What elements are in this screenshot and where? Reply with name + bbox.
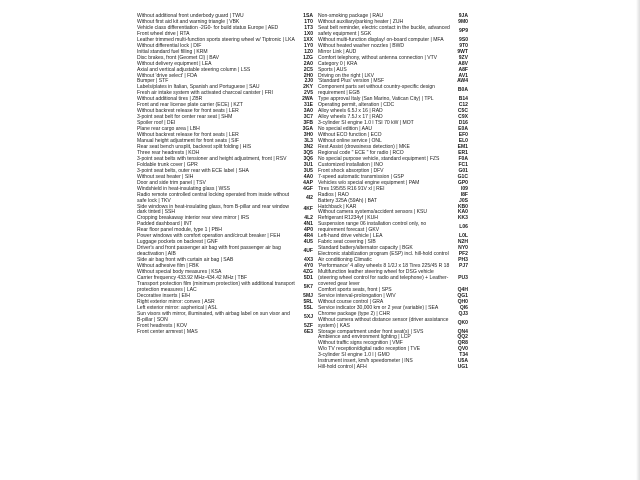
- option-code: 1T0: [304, 18, 313, 25]
- option-description: Without backrest release for front seats | LER: [137, 108, 239, 115]
- option-description: Tires 195/55 R16 91V xl | REI: [318, 185, 385, 192]
- option-description: Ambience and environment lighting | LCP: [318, 334, 411, 341]
- option-row: [137, 330, 313, 336]
- option-code: AV1: [458, 72, 468, 79]
- option-description: Rear floor panel module, type 1 | PBH: [137, 227, 222, 234]
- option-code: 5D1: [303, 274, 313, 281]
- option-description: Comfort telephony, without antenna connection | VTV: [318, 54, 438, 61]
- option-row: [318, 365, 468, 371]
- option-code: QI6: [459, 304, 468, 311]
- option-code: 3C7: [303, 114, 313, 121]
- option-description: 7-speed automatic transmission | GSP: [318, 173, 405, 180]
- option-description: W/o TV reception/digital radio reception | TVE: [318, 346, 421, 353]
- option-description: Luggage pockets on backrest | GNF: [137, 239, 218, 246]
- option-description: Without delivery equipment | LEA: [137, 60, 212, 67]
- option-description: Front headrests | KOV: [137, 322, 188, 329]
- option-description: Customized installation | INO: [318, 161, 383, 168]
- option-code: 1ZG: [303, 54, 313, 61]
- option-description: Hill-hold control | AFH: [318, 364, 367, 371]
- option-description: Component parts set without country-specific design requirement | EGB: [318, 84, 435, 97]
- option-description: Without course control | GRA: [318, 298, 384, 305]
- option-code: N2H: [457, 239, 468, 246]
- option-code: 4P0: [304, 227, 313, 234]
- option-description: Carrier frequency 433.92 MHz-434.42 MHz | TBF: [137, 274, 248, 281]
- option-description: 3-cylinder SI engine 1.0 l TSI 70 kW | MOT: [318, 120, 414, 127]
- option-code: 4Y0: [304, 263, 313, 270]
- option-code: A8V: [458, 60, 468, 67]
- option-code: I8F: [460, 191, 468, 198]
- option-code: KB0: [457, 203, 468, 210]
- option-code: 4I2: [305, 194, 313, 201]
- option-code: QR8: [457, 340, 468, 347]
- option-description: Sun visors with mirror, illuminated, with airbag label on sun visor and B-pillar | SON: [137, 310, 290, 323]
- option-code: 3Q5: [303, 149, 313, 156]
- option-description: Windshield in heat-insulating glass | WSS: [137, 185, 231, 192]
- option-code: 9P9: [459, 27, 468, 34]
- option-row: [318, 318, 468, 330]
- option-row: [137, 193, 313, 205]
- option-code: KK3: [457, 215, 468, 222]
- option-code: 3GA: [302, 126, 313, 133]
- option-description: Manual height adjustment for front seats | SIF: [137, 138, 240, 145]
- option-description: Foldable trunk cover | GPR: [137, 161, 198, 168]
- option-description: Air conditioning Climatic: [318, 257, 372, 264]
- option-description: Transport protection film (minimum protection) with additional transport protection measures | LAC: [137, 280, 295, 293]
- option-description: Spoiler roof | DEI: [137, 120, 176, 127]
- option-description: Front and rear license plate carrier (ECE) | KZT: [137, 102, 243, 109]
- page-edge-shadow: [636, 0, 640, 480]
- option-description: 3-point seat belt for center rear seat | SHM: [137, 114, 233, 121]
- option-code: QH0: [457, 298, 468, 305]
- option-code: 5XJ: [304, 313, 313, 320]
- option-description: Without auxiliary/parking heater | ZUH: [318, 18, 404, 25]
- option-code: NY0: [458, 245, 468, 252]
- option-code: 4KF: [303, 206, 313, 213]
- option-code: E0A: [458, 126, 468, 133]
- option-description: Storage compartment under front seat(s) | SVS: [318, 328, 424, 335]
- option-code: UG1: [457, 364, 468, 371]
- option-description: Right exterior mirror: convex | ASR: [137, 298, 215, 305]
- option-description: Without first aid kit and warning triangle | VBK: [137, 18, 240, 25]
- option-code: KA0: [457, 209, 468, 216]
- option-code: QV0: [457, 346, 468, 353]
- option-code: F0A: [458, 155, 468, 162]
- option-description: Service indicator 30,000 km or 2 year (variable) | SEA: [318, 304, 439, 311]
- option-code: B14: [458, 96, 468, 103]
- option-description: Three rear headrests | KOH: [137, 149, 200, 156]
- option-description: Side air bag front with curtain air bag | SAB: [137, 257, 234, 264]
- option-code: 4UF: [303, 248, 313, 255]
- option-description: Left-hand drive vehicle | LEA: [318, 233, 383, 240]
- option-code: QJ3: [458, 310, 468, 317]
- option-description: Category 0 | KRA: [318, 60, 358, 67]
- option-code: 4AP: [303, 179, 313, 186]
- option-code: 4GF: [303, 185, 313, 192]
- option-code: L06: [459, 224, 468, 231]
- option-description: Alloy wheels 6.5J x 16 | RAD: [318, 108, 383, 115]
- option-code: 9WT: [457, 48, 468, 55]
- option-description: Front shock absorption | DFV: [318, 167, 384, 174]
- option-description: Fabric seat covering | SIB: [318, 239, 376, 246]
- option-code: C5C: [457, 108, 468, 115]
- option-description: Without traffic signs recognition | VMF: [318, 340, 403, 347]
- option-code: 5SL: [303, 304, 313, 311]
- option-code: 3U1: [303, 161, 313, 168]
- option-code: 1T3: [304, 24, 313, 31]
- option-description: Type approval Italy (San Marino, Vatican City) | TPL: [318, 96, 434, 103]
- option-code: PJ7: [459, 263, 468, 270]
- option-description: 3-point seat belts, outer rear with ECE label | SHA: [137, 167, 249, 174]
- option-code: C12: [458, 102, 468, 109]
- option-description: Plane rear cargo area | LBH: [137, 126, 200, 133]
- option-code: D16: [458, 120, 468, 127]
- option-description: Driver's and front passenger air bag with front passenger air bag deactivation | AIB: [137, 245, 281, 258]
- option-description: Bumper | STF: [137, 78, 169, 85]
- option-code: T34: [459, 352, 468, 359]
- option-description: Radio remote controlled central locking operated from inside without safe lock | TKV: [137, 191, 290, 204]
- option-description: Padded dashboard | INT: [137, 221, 192, 228]
- option-description: Alloy wheels 7.5J x 17 | RAD: [318, 114, 383, 121]
- option-code: PU3: [458, 274, 468, 281]
- option-description: Seat belt reminder, electric contact in the buckle, advanced safety equipment | SGK: [318, 24, 450, 37]
- option-description: Refrigerant R1234yf | KUH: [318, 215, 378, 222]
- option-code: 5K7: [303, 283, 313, 290]
- option-description: Hatchback | KAR: [318, 203, 357, 210]
- option-description: Comfort sports seats, front | SPS: [318, 286, 392, 293]
- option-code: 1Z0: [304, 48, 313, 55]
- option-code: 4A0: [303, 173, 313, 180]
- option-description: Non-smoking package | RAU: [318, 13, 383, 19]
- option-code: ER1: [458, 149, 468, 156]
- option-code: C9X: [458, 114, 468, 121]
- option-code: 3L3: [304, 138, 313, 145]
- option-code: 9JA: [458, 13, 468, 19]
- option-description: No special edition | AAU: [318, 126, 373, 133]
- option-description: No special purpose vehicle, standard equipment | FZS: [318, 155, 440, 162]
- option-description: Without camera without distance sensor (driver assistance system) | KAS: [318, 316, 449, 329]
- option-description: Labels/plates in Italian, Spanish and Portuguese | SAU: [137, 84, 260, 91]
- option-code: 9T0: [459, 42, 468, 49]
- option-description: Without additional front underbody guard | TWU: [137, 13, 244, 19]
- option-code: 9M0: [458, 18, 468, 25]
- option-row: [318, 270, 468, 288]
- option-description: Standard battery/alternator capacity | BGK: [318, 245, 413, 252]
- option-code: EF0: [458, 132, 468, 139]
- option-code: 5MJ: [303, 292, 313, 299]
- option-code: G1C: [457, 173, 468, 180]
- option-description: Axial and vertical adjustable steering column | LSS: [137, 66, 251, 73]
- option-code: 2J0: [304, 78, 313, 85]
- option-code: 4U5: [303, 239, 313, 246]
- option-description: Driving on the right | LKV: [318, 72, 375, 79]
- option-description: Without online service | ONL: [318, 138, 382, 145]
- option-description: 'Standard Plus' version | MSF: [318, 78, 385, 85]
- options-column-right: [318, 14, 468, 371]
- option-code: 4X3: [304, 257, 313, 264]
- option-code: GP0: [457, 179, 468, 186]
- option-description: Front wheel drive | RTA: [137, 30, 190, 37]
- option-description: Leather trimmed multi-function sports steering wheel w/ Tiptronic | LKA: [137, 36, 295, 43]
- option-description: Electronic stabilization program (ESP) incl. hill-hold control: [318, 251, 449, 258]
- option-code: 2H0: [303, 72, 313, 79]
- option-description: Multifunction leather steering wheel for DSG vehicle (steering wheel control for radio and telephone) + Leather-covered gear lever: [318, 268, 449, 287]
- option-code: EL0: [458, 138, 468, 145]
- option-description: Rear seat bench unsplit, backrest split folding | HIS: [137, 143, 252, 150]
- option-description: Without heated washer nozzles | BWD: [318, 42, 405, 49]
- option-description: Rest Assist (drowsiness detection) | MKE: [318, 143, 410, 150]
- option-code: 9ZV: [458, 54, 468, 61]
- option-code: 1SA: [303, 13, 313, 19]
- option-code: U5A: [457, 358, 468, 365]
- option-code: EM1: [457, 143, 468, 150]
- option-code: QQ2: [457, 334, 468, 341]
- option-description: Without special body measures | KSA: [137, 268, 222, 275]
- option-description: Regional code " ECE " for radio | RCO: [318, 149, 404, 156]
- option-code: QN4: [457, 328, 468, 335]
- option-code: 31E: [304, 102, 313, 109]
- option-description: Vehicles w/o special engine equipment | PAM: [318, 179, 420, 186]
- option-description: Disc brakes, front (Geomet Cl) | BAV: [137, 54, 219, 61]
- option-code: FC1: [458, 161, 468, 168]
- option-description: Door and side trim panel | TSV: [137, 179, 206, 186]
- option-description: Left exterior mirror: aspherical | ASL: [137, 304, 218, 311]
- option-code: 9S0: [459, 36, 468, 43]
- option-row: [137, 312, 313, 324]
- option-code: PH3: [458, 257, 468, 264]
- option-description: Without backrest release for front seats | LER: [137, 132, 239, 139]
- option-row: [137, 282, 313, 294]
- option-code: QK0: [457, 319, 468, 326]
- option-code: B0A: [457, 87, 468, 94]
- option-code: 3H0: [303, 132, 313, 139]
- option-code: 4L2: [304, 215, 313, 222]
- option-description: Operating permit, alteration | CDC: [318, 102, 395, 109]
- option-code: 4N1: [303, 221, 313, 228]
- option-description: Without adhesive film | FBK: [137, 263, 199, 270]
- option-code: 4ZG: [303, 268, 313, 275]
- option-code: 3Q6: [303, 155, 313, 162]
- option-description: Fresh air intake system with activated charcoal canister | FRI: [137, 90, 273, 97]
- option-code: Q4H: [457, 286, 468, 293]
- option-code: 5ZF: [304, 322, 313, 329]
- option-code: 3N2: [303, 143, 313, 150]
- option-code: PF2: [458, 251, 468, 258]
- option-code: 3U5: [303, 167, 313, 174]
- option-code: 2WA: [302, 96, 313, 103]
- option-description: Mirror Link | AUD: [318, 48, 357, 55]
- option-code: I09: [460, 185, 468, 192]
- option-description: 3-cylinder SI engine 1.0 l | GMO: [318, 352, 390, 359]
- option-description: Side windows in heat-insulating glass, from B-pillar and rear window dark tinted | SSH: [137, 203, 290, 216]
- option-description: Suspension range 06 installation control only, no requirement forecast | GKV: [318, 221, 427, 234]
- option-code: A8F: [458, 66, 468, 73]
- option-description: Instrument insert, km/h speedometer | INS: [318, 358, 413, 365]
- option-description: Without ECO function | ECO: [318, 132, 382, 139]
- option-description: Battery 325A (59Ah) | BAT: [318, 197, 378, 204]
- option-description: Without camera systems/accident sensors | KSU: [318, 209, 428, 216]
- option-description: 'Performance' 4 alloy wheels 8 1/2J x 18 Tires 225/45 R 18: [318, 263, 450, 270]
- options-column-left: [137, 14, 313, 335]
- option-code: QG1: [457, 292, 468, 299]
- option-description: Radios | RAO: [318, 191, 349, 198]
- option-description: Without seat heater | SIH: [137, 173, 194, 180]
- option-description: Without 'drive select' | FDA: [137, 72, 198, 79]
- option-code: 3FB: [303, 120, 313, 127]
- option-description: Without differential lock | DIF: [137, 42, 202, 49]
- option-code: 1Y0: [304, 42, 313, 49]
- option-description: Initial standard fuel filling | KRM: [137, 48, 208, 55]
- option-code: 2V5: [304, 90, 313, 97]
- option-description: Service interval-prolongation | WIV: [318, 292, 396, 299]
- option-code: 4R4: [303, 233, 313, 240]
- option-code: 1XX: [303, 36, 313, 43]
- option-code: 2C5: [303, 66, 313, 73]
- option-code: 6E3: [304, 328, 313, 335]
- option-description: Without multi-function display/ on-board computer | MFA: [318, 36, 444, 43]
- option-code: J0S: [459, 197, 468, 204]
- option-code: G01: [458, 167, 468, 174]
- option-code: 5RL: [303, 298, 313, 305]
- option-code: 3A0: [303, 108, 313, 115]
- option-description: 3-point seat belts with tensioner and height adjustment, front | RSV: [137, 155, 287, 162]
- option-description: Without additional tires | ZBR: [137, 96, 203, 103]
- option-description: Front center armrest | MAS: [137, 328, 198, 335]
- option-description: Decorative inserts | EIH: [137, 292, 190, 299]
- option-code: 2A0: [303, 60, 313, 67]
- option-code: 1X0: [304, 30, 313, 37]
- option-description: Vehicle class differentiation -2G0- for build status Europe | AED: [137, 24, 279, 31]
- option-code: 2KY: [303, 84, 313, 91]
- option-description: Sports | AUS: [318, 66, 347, 73]
- option-description: Chrome package (type 2) | CHR: [318, 310, 390, 317]
- option-description: Power windows with comfort operation and/circuit breaker | FEH: [137, 233, 281, 240]
- option-code: L0L: [459, 233, 468, 240]
- option-description: Cropping breakaway interior rear view mirror | IRS: [137, 215, 250, 222]
- option-code: AW4: [457, 78, 468, 85]
